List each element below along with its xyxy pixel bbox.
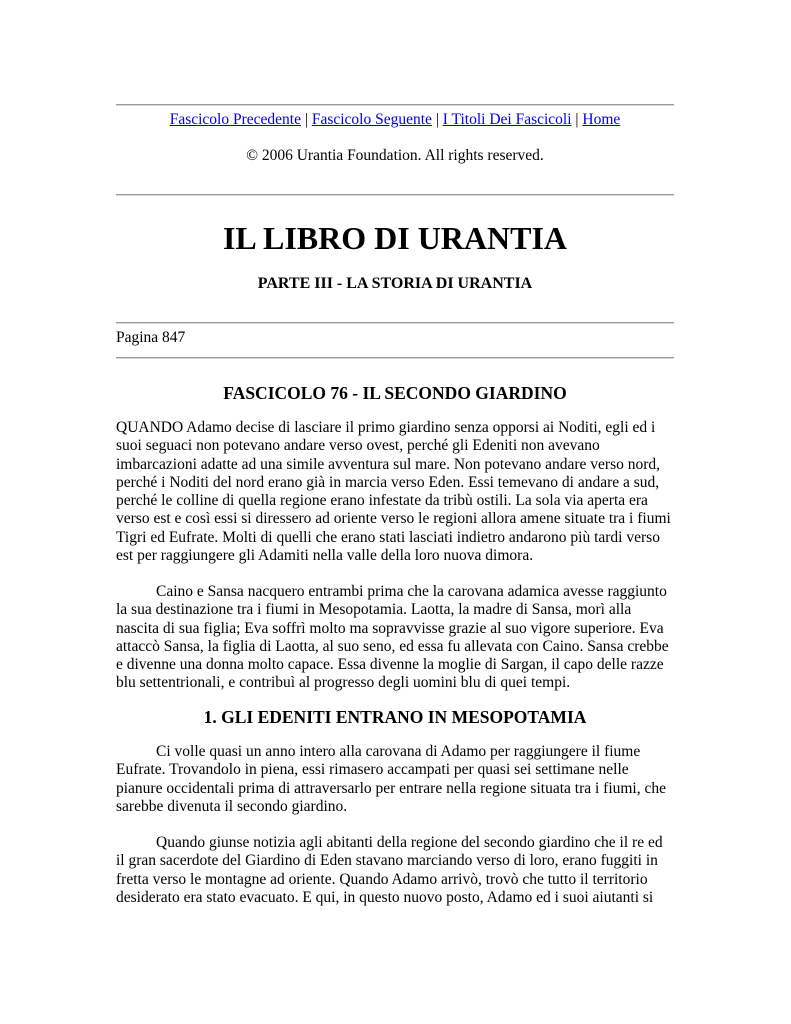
section-paragraph: Ci volle quasi un anno intero alla carovana di Adamo per raggiungere il fiume Eufrate. Trovandolo in piena, essi rimasero accampati per quasi sei settimane nelle pianure occidentali prima di attraversarlo per entrare nella regione situata tra i fiumi, che sarebbe divenuta il secondo giardino. [116, 743, 667, 815]
section-paragraph: Quando giunse notizia agli abitanti della regione del secondo giardino che il re ed il gran sacerdote del Giardino di Eden stavano marciando verso di loro, erano fuggiti in fretta verso le montagne ad oriente. Quando Adamo arrivò, trovò che tutto il territorio desiderato era stato evacuato. E qui, in questo nuovo posto, Adamo ed i suoi aiutanti si [116, 834, 663, 906]
nav-separator: | [435, 111, 439, 128]
nav-separator: | [575, 111, 579, 128]
link-home[interactable]: Home [582, 111, 621, 128]
nav-separator: | [304, 111, 308, 128]
header-divider [116, 194, 674, 196]
navigation-bar [116, 110, 674, 130]
link-previous-paper[interactable]: Fascicolo Precedente [169, 111, 301, 128]
page-number: Pagina 847 [116, 329, 186, 346]
link-next-paper[interactable]: Fascicolo Seguente [311, 111, 432, 128]
copyright-notice: © 2006 Urantia Foundation. All rights reserved. [246, 147, 544, 164]
part-title: PARTE III - LA STORIA DI URANTIA [257, 275, 533, 292]
page-number-top-divider [116, 322, 674, 324]
body-paragraph: Caino e Sansa nacquero entrambi prima che la carovana adamica avesse raggiunto la sua destinazione tra i fiumi in Mesopotamia. Laotta, la madre di Sansa, morì alla nascita di sua figlia; Eva soffrì molto ma sopravvisse grazie al suo vigore superiore. Eva attaccò Sansa, la figlia di Laotta, al suo seno, ed essa fu allevata con Caino. Sansa crebbe e divenne una donna molto capace. Essa divenne la moglie di Sargan, il capo delle razze blu settentrionali, e contribuì al progresso degli uomini blu di quei tempi. [116, 583, 669, 692]
top-divider [116, 104, 674, 106]
book-title: IL LIBRO DI URANTIA [222, 220, 568, 256]
intro-paragraph: QUANDO Adamo decise di lasciare il primo giardino senza opporsi ai Noditi, egli ed i suoi seguaci non potevano andare verso ovest, perché gli Edeniti non avevano imbarcazioni adatte ad una simile avventura sul mare. Non potevano andare verso nord, perché i Noditi del nord erano già in marcia verso Eden. Essi temevano di andare a sud, perché le colline di quella regione erano infestate da tribù ostili. La sola via aperta era verso est e così essi si diressero ad oriente verso le regioni allora amene situate tra i fiumi Tigri ed Eufrate. Molti di quelli che erano stati lasciati indietro andarono più tardi verso est per raggiungere gli Adamiti nella valle della loro nuova dimora. [116, 419, 671, 565]
section-title: 1. GLI EDENITI ENTRANO IN MESOPOTAMIA [203, 707, 587, 727]
page-number-bottom-divider [116, 357, 674, 359]
paper-title: FASCICOLO 76 - IL SECONDO GIARDINO [223, 383, 567, 403]
link-paper-titles[interactable]: I Titoli Dei Fascicoli [442, 111, 572, 128]
